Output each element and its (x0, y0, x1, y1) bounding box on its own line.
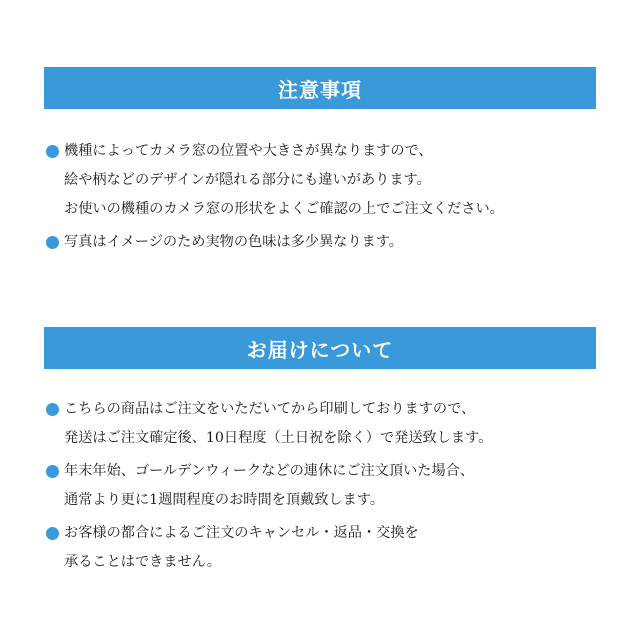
delivery-note-printing (44, 395, 604, 453)
note-line: お使いの機種のカメラ窓の形状をよくご確認の上でご注文ください。 (64, 201, 504, 217)
bullet-icon (46, 465, 59, 478)
note-line: 通常より更に1週間程度のお時間を頂戴致します。 (64, 492, 385, 508)
note-line: こちらの商品はご注文をいただいてから印刷しておりますので、 (64, 401, 476, 417)
delivery-note-holidays (44, 457, 604, 515)
note-line: 発送はご注文確定後、10日程度（土日祝を除く）で発送致します。 (64, 430, 493, 446)
caution-note-photo-color (44, 228, 604, 257)
section-header-caution (44, 67, 596, 109)
note-line: 年末年始、ゴールデンウィークなどの連休にご注文頂いた場合、 (64, 463, 475, 479)
bullet-icon (46, 236, 59, 249)
section-title-delivery: お届けについて (246, 337, 394, 362)
bullet-icon (46, 403, 59, 416)
delivery-note-cancellation (44, 519, 604, 577)
section-title-caution: 注意事項 (278, 77, 362, 102)
note-line: 写真はイメージのため実物の色味は多少異なります。 (64, 234, 403, 250)
note-line: 機種によってカメラ窓の位置や大きさが異なりますので、 (64, 143, 433, 159)
note-line: 絵や柄などのデザインが隠れる部分にも違いがあります。 (64, 172, 431, 188)
section-header-delivery (44, 327, 596, 369)
bullet-icon (46, 527, 59, 540)
caution-notes (44, 137, 604, 261)
caution-note-camera-window (44, 137, 604, 224)
note-line: お客様の都合によるご注文のキャンセル・返品・交換を (64, 525, 419, 541)
bullet-icon (46, 145, 59, 158)
note-line: 承ることはできません。 (64, 554, 221, 570)
delivery-notes (44, 395, 604, 581)
